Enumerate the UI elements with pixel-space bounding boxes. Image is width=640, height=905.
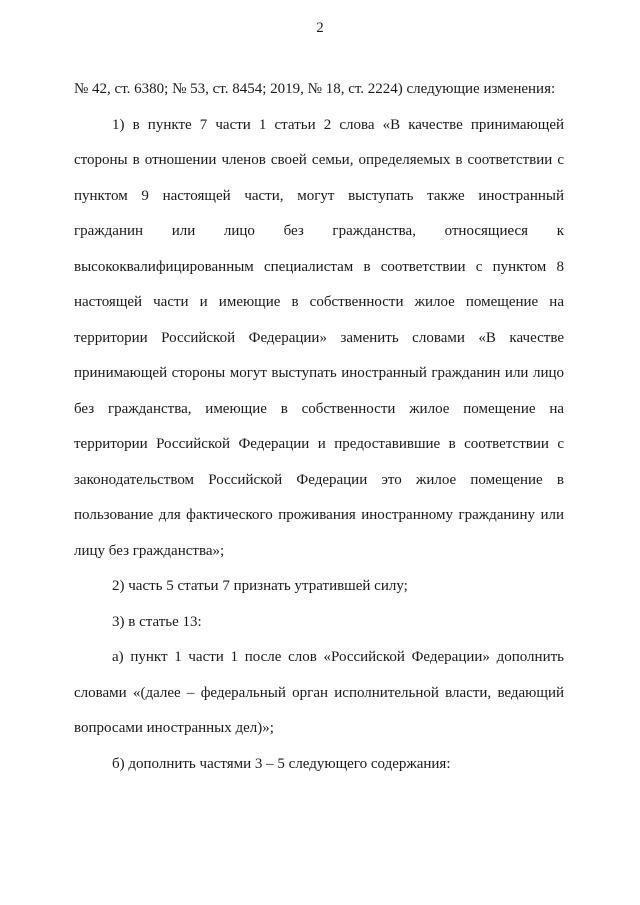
paragraph-item-2: 2) часть 5 статьи 7 признать утратившей силу; bbox=[112, 578, 408, 594]
paragraph-item-3: 3) в статье 13: bbox=[112, 613, 202, 630]
paragraph-continuation: № 42, ст. 6380; № 53, ст. 8454; 2019, № 18, ст. 2224) следующие изменения: bbox=[74, 81, 556, 97]
document-body bbox=[74, 72, 564, 782]
paragraph-item-3b: б) дополнить частями 3 – 5 следующего содержания: bbox=[112, 755, 451, 772]
paragraph-item-3a: а) пункт 1 части 1 после слов «Российской Федерации» дополнить словами «(далее – федеральный орган исполнительной власти, ведающий вопросами иностранных дел)»; bbox=[74, 649, 564, 736]
page-number: 2 bbox=[316, 20, 324, 36]
paragraph-item-1: 1) в пункте 7 части 1 статьи 2 слова «В качестве принимающей стороны в отношении членов своей семьи, определяемых в соответствии с пунктом 9 настоящей части, могут выступать также иностранный гражданин или лицо без гражданства, относящиеся к высококвалифицированным специалистам в соответствии с пунктом 8 настоящей части и имеющие в собственности жилое помещение на территории Российской Федерации» заменить словами «В качестве принимающей стороны могут выступать иностранный гражданин или лицо без гражданства, имеющие в собственности жилое помещение на территории Российской Федерации и предоставившие в соответствии с законодательством Российской Федерации это жилое помещение в пользование для фактического проживания иностранному гражданину или лицу без гражданства»; bbox=[74, 116, 564, 559]
